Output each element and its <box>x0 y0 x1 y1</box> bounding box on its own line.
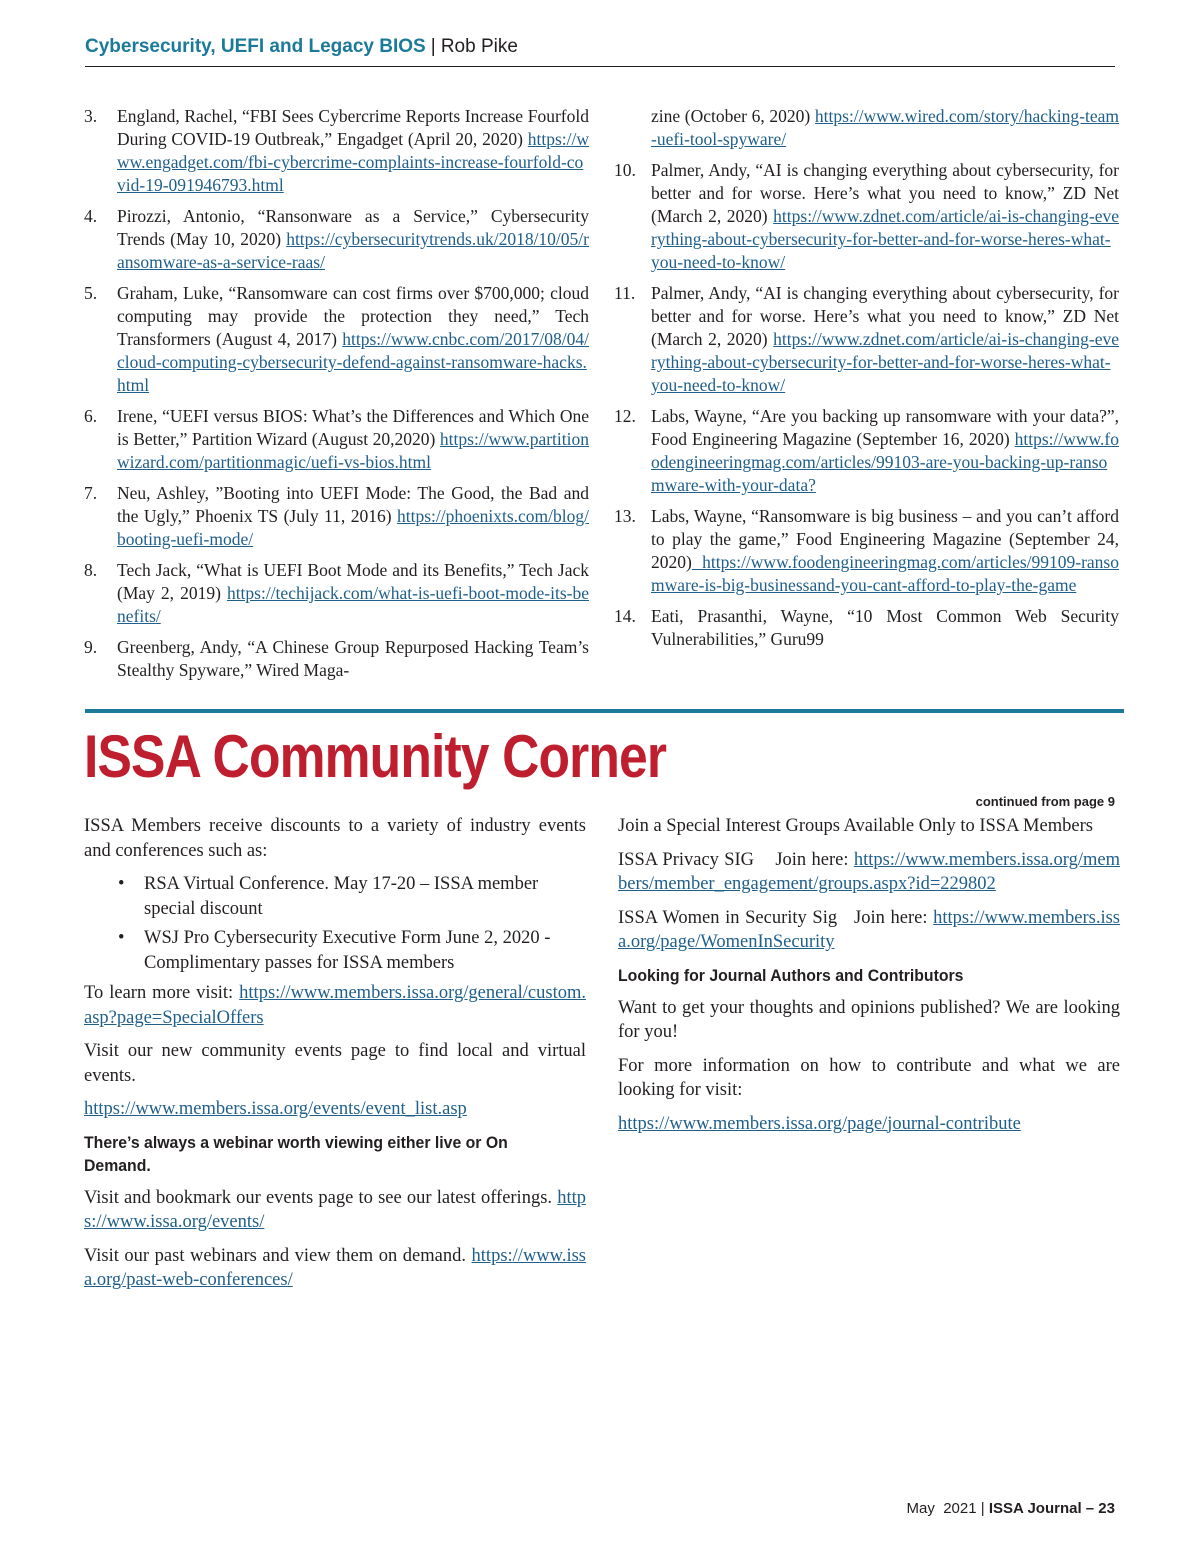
bullet-icon: • <box>118 928 125 948</box>
discounts-list <box>84 872 586 975</box>
reference-link[interactable]: https://www.zdnet.com/article/ai-is-changing-everything-about-cybersecurity-for-better-and-for-worse-heres-what-you-need-to-know/ <box>651 329 1119 395</box>
reference-item <box>84 482 589 551</box>
reference-number: 7. <box>84 483 98 503</box>
reference-link[interactable]: https://www.engadget.com/fbi-cybercrime-complaints-increase-fourfold-covid-19-091946793.html <box>117 129 589 195</box>
reference-link[interactable]: https://www.partitionwizard.com/partitionmagic/uefi-vs-bios.html <box>117 429 589 472</box>
reference-link[interactable]: https://phoenixts.com/blog/booting-uefi-mode/ <box>117 506 589 549</box>
bullet-icon: • <box>118 874 125 894</box>
header-separator: | <box>430 36 436 57</box>
continued-note: continued from page 9 <box>975 794 1115 809</box>
reference-item <box>614 605 1119 651</box>
reference-number: 12. <box>614 406 636 426</box>
webinar-heading: There’s always a webinar worth viewing either live or On Demand. <box>84 1132 508 1175</box>
reference-item <box>614 282 1119 397</box>
reference-link[interactable]: https://www.wired.com/story/hacking-team-uefi-tool-spyware/ <box>651 106 1119 149</box>
reference-link[interactable]: https://www.cnbc.com/2017/08/04/cloud-computing-cybersecurity-defend-against-ransomware-hacks.html <box>117 329 589 395</box>
reference-number: 9. <box>84 637 98 657</box>
reference-text: zine (October 6, 2020) <box>651 106 815 126</box>
reference-number: 6. <box>84 406 98 426</box>
contribute-link-paragraph <box>618 1112 1120 1137</box>
page-footer <box>907 1500 1115 1517</box>
reference-link[interactable]: https://www.foodengineeringmag.com/articles/99103-are-you-backing-up-ransomware-with-your-data? <box>651 429 1119 495</box>
reference-text: Irene, “UEFI versus BIOS: What’s the Differences and Which One is Better,” Partition Wizard (August 20,2020) <box>117 406 589 449</box>
reference-item <box>614 405 1119 497</box>
reference-link[interactable]: https://techijack.com/what-is-uefi-boot-mode-its-benefits/ <box>117 583 589 626</box>
events-text: Visit our new community events page to find local and virtual events. <box>84 1041 586 1086</box>
list-item: • RSA Virtual Conference. May 17-20 – ISSA member special discount <box>118 874 539 919</box>
running-header <box>85 36 1115 67</box>
reference-number: 5. <box>84 283 98 303</box>
reference-text: Labs, Wayne, “Ransomware is big business – and you can’t afford to play the game,” Food Engineering Magazine (September 24, 2020) <box>651 506 1119 572</box>
reference-number: 4. <box>84 206 98 226</box>
reference-item <box>84 205 589 274</box>
sig-intro: Join a Special Interest Groups Available Only to ISSA Members <box>618 816 1093 836</box>
bookmark-paragraph: Visit and bookmark our events page to see our latest offerings. https://www.issa.org/events/ <box>84 1187 586 1232</box>
reference-item <box>84 636 589 682</box>
reference-text: Palmer, Andy, “AI is changing everything about cybersecurity, for better and for worse. Here’s what you need to know,” ZD Net (March 2, 2020) <box>651 160 1119 226</box>
reference-number: 11. <box>614 283 636 303</box>
reference-number: 10. <box>614 160 636 180</box>
article-title: Cybersecurity, UEFI and Legacy BIOS <box>85 36 426 57</box>
footer-journal-page: ISSA Journal – 23 <box>988 1500 1115 1517</box>
events-link-paragraph <box>84 1097 586 1122</box>
footer-separator: | <box>980 1500 985 1517</box>
reference-text: England, Rachel, “FBI Sees Cybercrime Reports Increase Fourfold During COVID-19 Outbreak,” Engadget (April 20, 2020) <box>117 106 589 149</box>
reference-text: Eati, Prasanthi, Wayne, “10 Most Common Web Security Vulnerabilities,” Guru99 <box>651 606 1119 649</box>
journal-contribute-link[interactable]: https://www.members.issa.org/page/journal-contribute <box>618 1113 1021 1134</box>
privacy-sig-paragraph: ISSA Privacy SIG Join here: https://www.members.issa.org/members/member_engagement/groups.aspx?id=229802 <box>618 849 1120 894</box>
learn-more: To learn more visit: https://www.members.issa.org/general/custom.asp?page=SpecialOffers <box>84 983 586 1028</box>
reference-text: Greenberg, Andy, “A Chinese Group Repurposed Hacking Team’s Stealthy Spyware,” Wired Maga- <box>117 637 589 680</box>
reference-text: Pirozzi, Antonio, “Ransonware as a Service,” Cybersecurity Trends (May 10, 2020) <box>117 206 589 249</box>
discounts-intro: ISSA Members receive discounts to a variety of industry events and conferences such as: <box>84 816 586 861</box>
reference-item <box>84 105 589 197</box>
reference-link[interactable]: https://www.foodengineeringmag.com/articles/99109-ransomware-is-big-businessand-you-cant-afford-to-play-the-game <box>651 552 1119 595</box>
references-left-column <box>84 105 589 690</box>
women-sig-paragraph: ISSA Women in Security Sig Join here: https://www.members.issa.org/page/WomenInSecurity <box>618 907 1120 952</box>
women-sig-link[interactable]: https://www.members.issa.org/page/WomenInSecurity <box>618 907 1120 952</box>
reference-number: 3. <box>84 106 98 126</box>
reference-text: Neu, Ashley, ”Booting into UEFI Mode: The Good, the Bad and the Ugly,” Phoenix TS (July 11, 2016) <box>117 483 589 526</box>
privacy-sig-link[interactable]: https://www.members.issa.org/members/member_engagement/groups.aspx?id=229802 <box>618 849 1120 894</box>
reference-text: Graham, Luke, “Ransomware can cost firms over $700,000; cloud computing may provide the protection they need,” Tech Transformers (August 4, 2017) <box>117 283 589 349</box>
reference-text: Tech Jack, “What is UEFI Boot Mode and its Benefits,” Tech Jack (May 2, 2019) <box>117 560 589 603</box>
contribute-text: For more information on how to contribute and what we are looking for visit: <box>618 1055 1120 1100</box>
special-offers-link[interactable]: https://www.members.issa.org/general/custom.asp?page=SpecialOffers <box>84 983 586 1028</box>
reference-text: Labs, Wayne, “Are you backing up ransomware with your data?”, Food Engineering Magazine (September 16, 2020) <box>651 406 1119 449</box>
reference-item <box>84 282 589 397</box>
reference-text: Palmer, Andy, “AI is changing everything about cybersecurity, for better and for worse. Here’s what you need to know,” ZD Net (March 2, 2020) <box>651 283 1119 349</box>
reference-number: 14. <box>614 606 636 626</box>
reference-number: 13. <box>614 506 636 526</box>
reference-item <box>614 159 1119 274</box>
events-list-link[interactable]: https://www.members.issa.org/events/event_list.asp <box>84 1099 467 1119</box>
list-item: • WSJ Pro Cybersecurity Executive Form June 2, 2020 - Complimentary passes for ISSA members <box>118 928 551 973</box>
footer-date: May 2021 <box>906 1500 977 1517</box>
past-webinars-paragraph: Visit our past webinars and view them on demand. https://www.issa.org/past-web-conferences/ <box>84 1245 586 1290</box>
past-webinars-link[interactable]: https://www.issa.org/past-web-conferences/ <box>84 1245 586 1290</box>
reference-link[interactable]: https://cybersecuritytrends.uk/2018/10/05/ransomware-as-a-service-raas/ <box>117 229 589 272</box>
section-divider <box>85 709 1124 713</box>
reference-item <box>84 405 589 474</box>
authors-text: Want to get your thoughts and opinions published? We are looking for you! <box>618 997 1120 1042</box>
reference-item <box>614 505 1119 597</box>
authors-heading: Looking for Journal Authors and Contributors <box>618 965 964 985</box>
reference-continuation <box>614 105 1119 151</box>
reference-item <box>84 559 589 628</box>
community-right-column <box>618 814 1120 1145</box>
events-page-link[interactable]: https://www.issa.org/events/ <box>84 1187 586 1232</box>
article-author: Rob Pike <box>440 36 518 57</box>
section-title: ISSA Community Corner <box>84 723 667 790</box>
community-left-column <box>84 814 586 1302</box>
references-right-column <box>614 105 1119 659</box>
reference-link[interactable]: https://www.zdnet.com/article/ai-is-changing-everything-about-cybersecurity-for-better-and-for-worse-heres-what-you-need-to-know/ <box>651 206 1119 272</box>
reference-number: 8. <box>84 560 98 580</box>
